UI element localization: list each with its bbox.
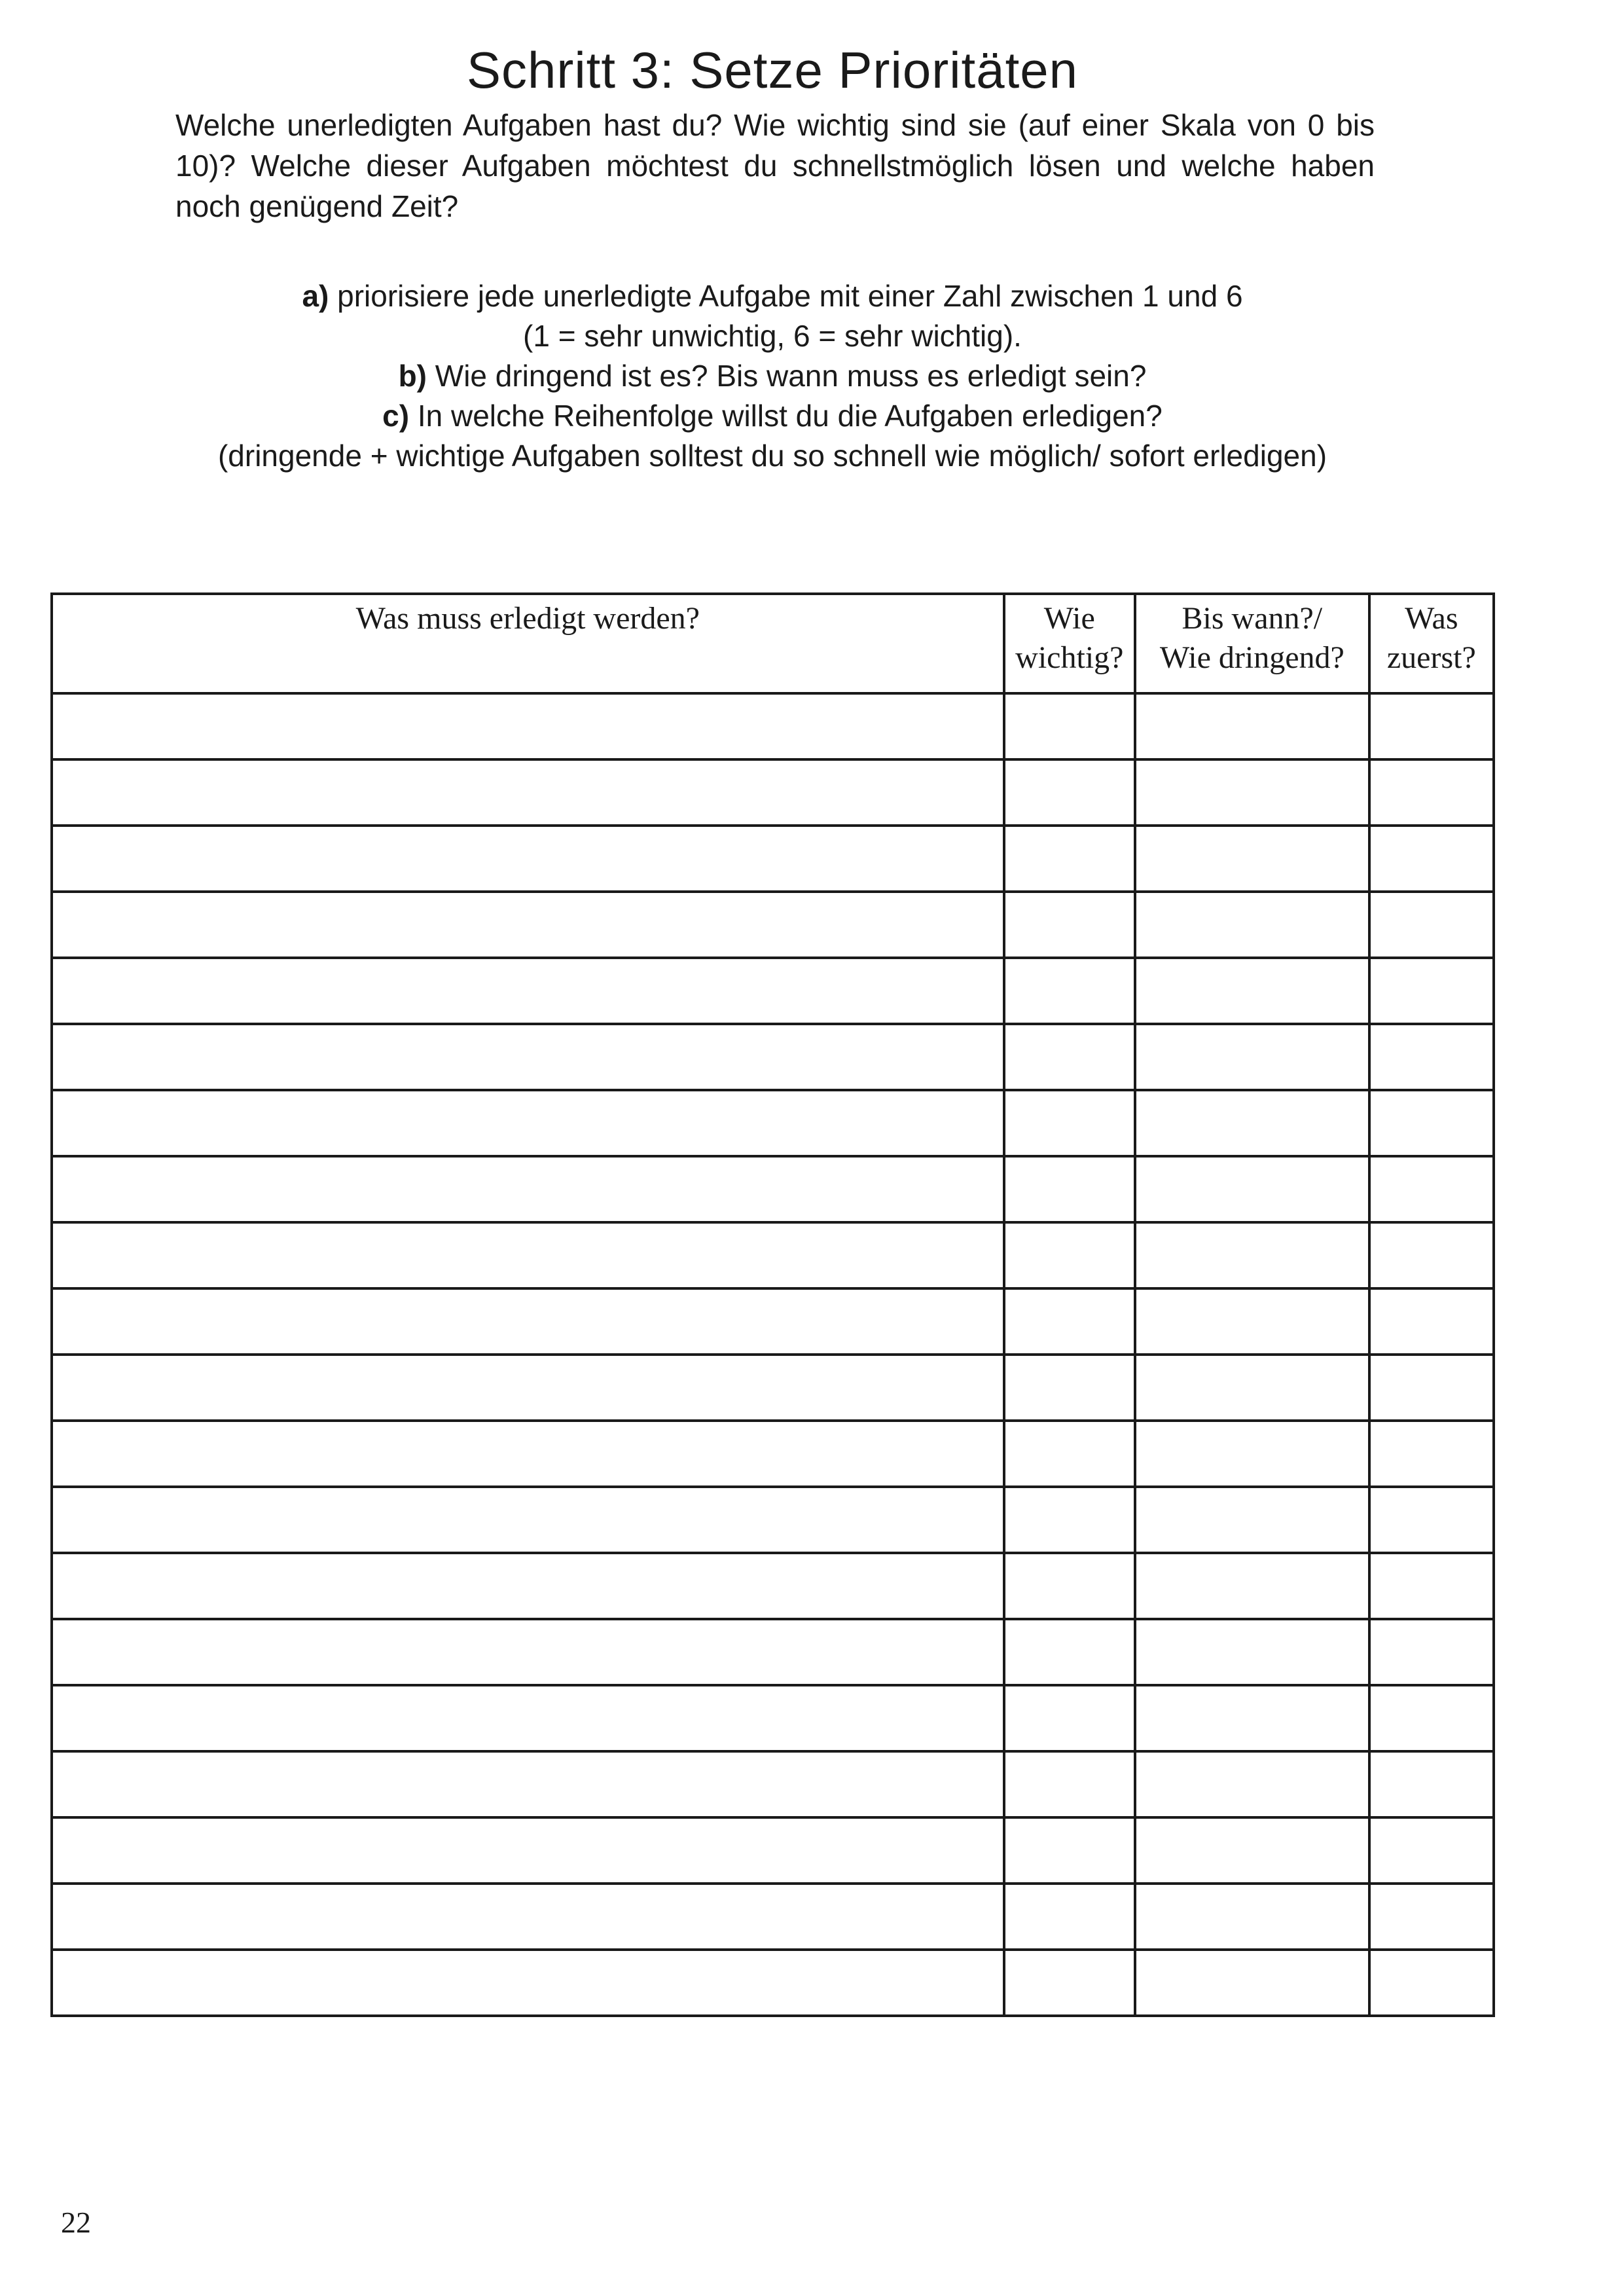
table-row [52, 759, 1494, 826]
cell-deadline[interactable] [1135, 826, 1369, 892]
cell-task[interactable] [52, 1553, 1004, 1619]
table-row [52, 1751, 1494, 1817]
cell-task[interactable] [52, 759, 1004, 826]
cell-importance[interactable] [1004, 759, 1135, 826]
cell-importance[interactable] [1004, 1024, 1135, 1090]
cell-task[interactable] [52, 958, 1004, 1024]
cell-task[interactable] [52, 1884, 1004, 1950]
instruction-b-text: Wie dringend ist es? Bis wann muss es erledigt sein? [427, 359, 1147, 393]
table-row [52, 693, 1494, 759]
cell-order[interactable] [1369, 1024, 1494, 1090]
cell-order[interactable] [1369, 1619, 1494, 1685]
cell-task[interactable] [52, 1619, 1004, 1685]
cell-deadline[interactable] [1135, 1884, 1369, 1950]
cell-order[interactable] [1369, 826, 1494, 892]
cell-importance[interactable] [1004, 1156, 1135, 1222]
cell-order[interactable] [1369, 1288, 1494, 1355]
cell-order[interactable] [1369, 1884, 1494, 1950]
instruction-a-scale: (1 = sehr unwichtig, 6 = sehr wichtig). [523, 319, 1022, 353]
header-order: Was zuerst? [1369, 594, 1494, 693]
cell-importance[interactable] [1004, 1288, 1135, 1355]
cell-deadline[interactable] [1135, 1751, 1369, 1817]
cell-order[interactable] [1369, 1090, 1494, 1156]
cell-order[interactable] [1369, 1685, 1494, 1751]
instruction-a-text: priorisiere jede unerledigte Aufgabe mit einer Zahl zwischen 1 und 6 [329, 279, 1243, 313]
cell-deadline[interactable] [1135, 693, 1369, 759]
table-row [52, 958, 1494, 1024]
instruction-b [0, 356, 1545, 396]
cell-task[interactable] [52, 693, 1004, 759]
page-title: Schritt 3: Setze Prioritäten [466, 41, 1079, 99]
header-importance: Wie wichtig? [1004, 594, 1135, 693]
instruction-note: (dringende + wichtige Aufgaben solltest du so schnell wie möglich/ sofort erledigen) [217, 439, 1327, 473]
cell-importance[interactable] [1004, 892, 1135, 958]
table-row [52, 1090, 1494, 1156]
cell-order[interactable] [1369, 693, 1494, 759]
cell-deadline[interactable] [1135, 1024, 1369, 1090]
cell-importance[interactable] [1004, 1619, 1135, 1685]
intro-paragraph: Welche unerledigten Aufgaben hast du? Wie wichtig sind sie (auf einer Skala von 0 bis 10)? Welche dieser Aufgaben möchtest du schnellstmöglich lösen und welche haben noch genügend Zeit? [175, 108, 1375, 223]
instruction-a-label: a) [302, 279, 329, 313]
cell-importance[interactable] [1004, 693, 1135, 759]
cell-task[interactable] [52, 1222, 1004, 1288]
header-task: Was muss erledigt werden? [52, 594, 1004, 693]
cell-task[interactable] [52, 1288, 1004, 1355]
cell-importance[interactable] [1004, 1817, 1135, 1884]
cell-importance[interactable] [1004, 826, 1135, 892]
cell-importance[interactable] [1004, 1222, 1135, 1288]
cell-importance[interactable] [1004, 958, 1135, 1024]
instruction-c-label: c) [382, 399, 410, 433]
cell-importance[interactable] [1004, 1487, 1135, 1553]
table-row [52, 1156, 1494, 1222]
page-number: 22 [61, 2206, 91, 2239]
cell-importance[interactable] [1004, 1751, 1135, 1817]
cell-deadline[interactable] [1135, 1090, 1369, 1156]
cell-task[interactable] [52, 1355, 1004, 1421]
table-row [52, 1950, 1494, 2016]
table-row [52, 1024, 1494, 1090]
cell-importance[interactable] [1004, 1685, 1135, 1751]
cell-deadline[interactable] [1135, 1619, 1369, 1685]
table-row [52, 892, 1494, 958]
cell-order[interactable] [1369, 1156, 1494, 1222]
cell-order[interactable] [1369, 1355, 1494, 1421]
table-body [52, 693, 1494, 2016]
cell-task[interactable] [52, 1024, 1004, 1090]
cell-task[interactable] [52, 1487, 1004, 1553]
cell-order[interactable] [1369, 1950, 1494, 2016]
table-row [52, 826, 1494, 892]
cell-order[interactable] [1369, 1487, 1494, 1553]
cell-task[interactable] [52, 1156, 1004, 1222]
table-row [52, 1685, 1494, 1751]
cell-deadline[interactable] [1135, 1553, 1369, 1619]
cell-deadline[interactable] [1135, 1156, 1369, 1222]
cell-task[interactable] [52, 1685, 1004, 1751]
table-row [52, 1222, 1494, 1288]
table-row [52, 1553, 1494, 1619]
table-row [52, 1817, 1494, 1884]
table-row [52, 1421, 1494, 1487]
cell-deadline[interactable] [1135, 1487, 1369, 1553]
cell-importance[interactable] [1004, 1355, 1135, 1421]
cell-task[interactable] [52, 826, 1004, 892]
cell-deadline[interactable] [1135, 1222, 1369, 1288]
cell-deadline[interactable] [1135, 1421, 1369, 1487]
priority-table [50, 592, 1495, 2017]
cell-order[interactable] [1369, 1421, 1494, 1487]
cell-deadline[interactable] [1135, 1288, 1369, 1355]
table-row [52, 1884, 1494, 1950]
table-row [52, 1355, 1494, 1421]
cell-importance[interactable] [1004, 1884, 1135, 1950]
instruction-c-text: In welche Reihenfolge willst du die Aufgaben erledigen? [409, 399, 1163, 433]
table-row [52, 1619, 1494, 1685]
cell-task[interactable] [52, 1421, 1004, 1487]
cell-order[interactable] [1369, 1222, 1494, 1288]
cell-deadline[interactable] [1135, 1950, 1369, 2016]
cell-task[interactable] [52, 1751, 1004, 1817]
instruction-a [0, 276, 1545, 316]
cell-importance[interactable] [1004, 1553, 1135, 1619]
cell-order[interactable] [1369, 958, 1494, 1024]
cell-task[interactable] [52, 1950, 1004, 2016]
cell-task[interactable] [52, 1817, 1004, 1884]
cell-order[interactable] [1369, 759, 1494, 826]
table-row [52, 1487, 1494, 1553]
instruction-b-label: b) [398, 359, 427, 393]
table-header-row [52, 594, 1494, 693]
cell-deadline[interactable] [1135, 958, 1369, 1024]
cell-deadline[interactable] [1135, 1817, 1369, 1884]
cell-importance[interactable] [1004, 1421, 1135, 1487]
cell-order[interactable] [1369, 892, 1494, 958]
cell-task[interactable] [52, 892, 1004, 958]
cell-deadline[interactable] [1135, 759, 1369, 826]
table-row [52, 1288, 1494, 1355]
cell-deadline[interactable] [1135, 1685, 1369, 1751]
cell-order[interactable] [1369, 1751, 1494, 1817]
cell-order[interactable] [1369, 1553, 1494, 1619]
instruction-c [0, 396, 1545, 436]
header-deadline: Bis wann?/ Wie dringend? [1135, 594, 1369, 693]
cell-deadline[interactable] [1135, 1355, 1369, 1421]
cell-importance[interactable] [1004, 1950, 1135, 2016]
cell-order[interactable] [1369, 1817, 1494, 1884]
cell-importance[interactable] [1004, 1090, 1135, 1156]
cell-task[interactable] [52, 1090, 1004, 1156]
cell-deadline[interactable] [1135, 892, 1369, 958]
instructions-block [0, 276, 1545, 476]
